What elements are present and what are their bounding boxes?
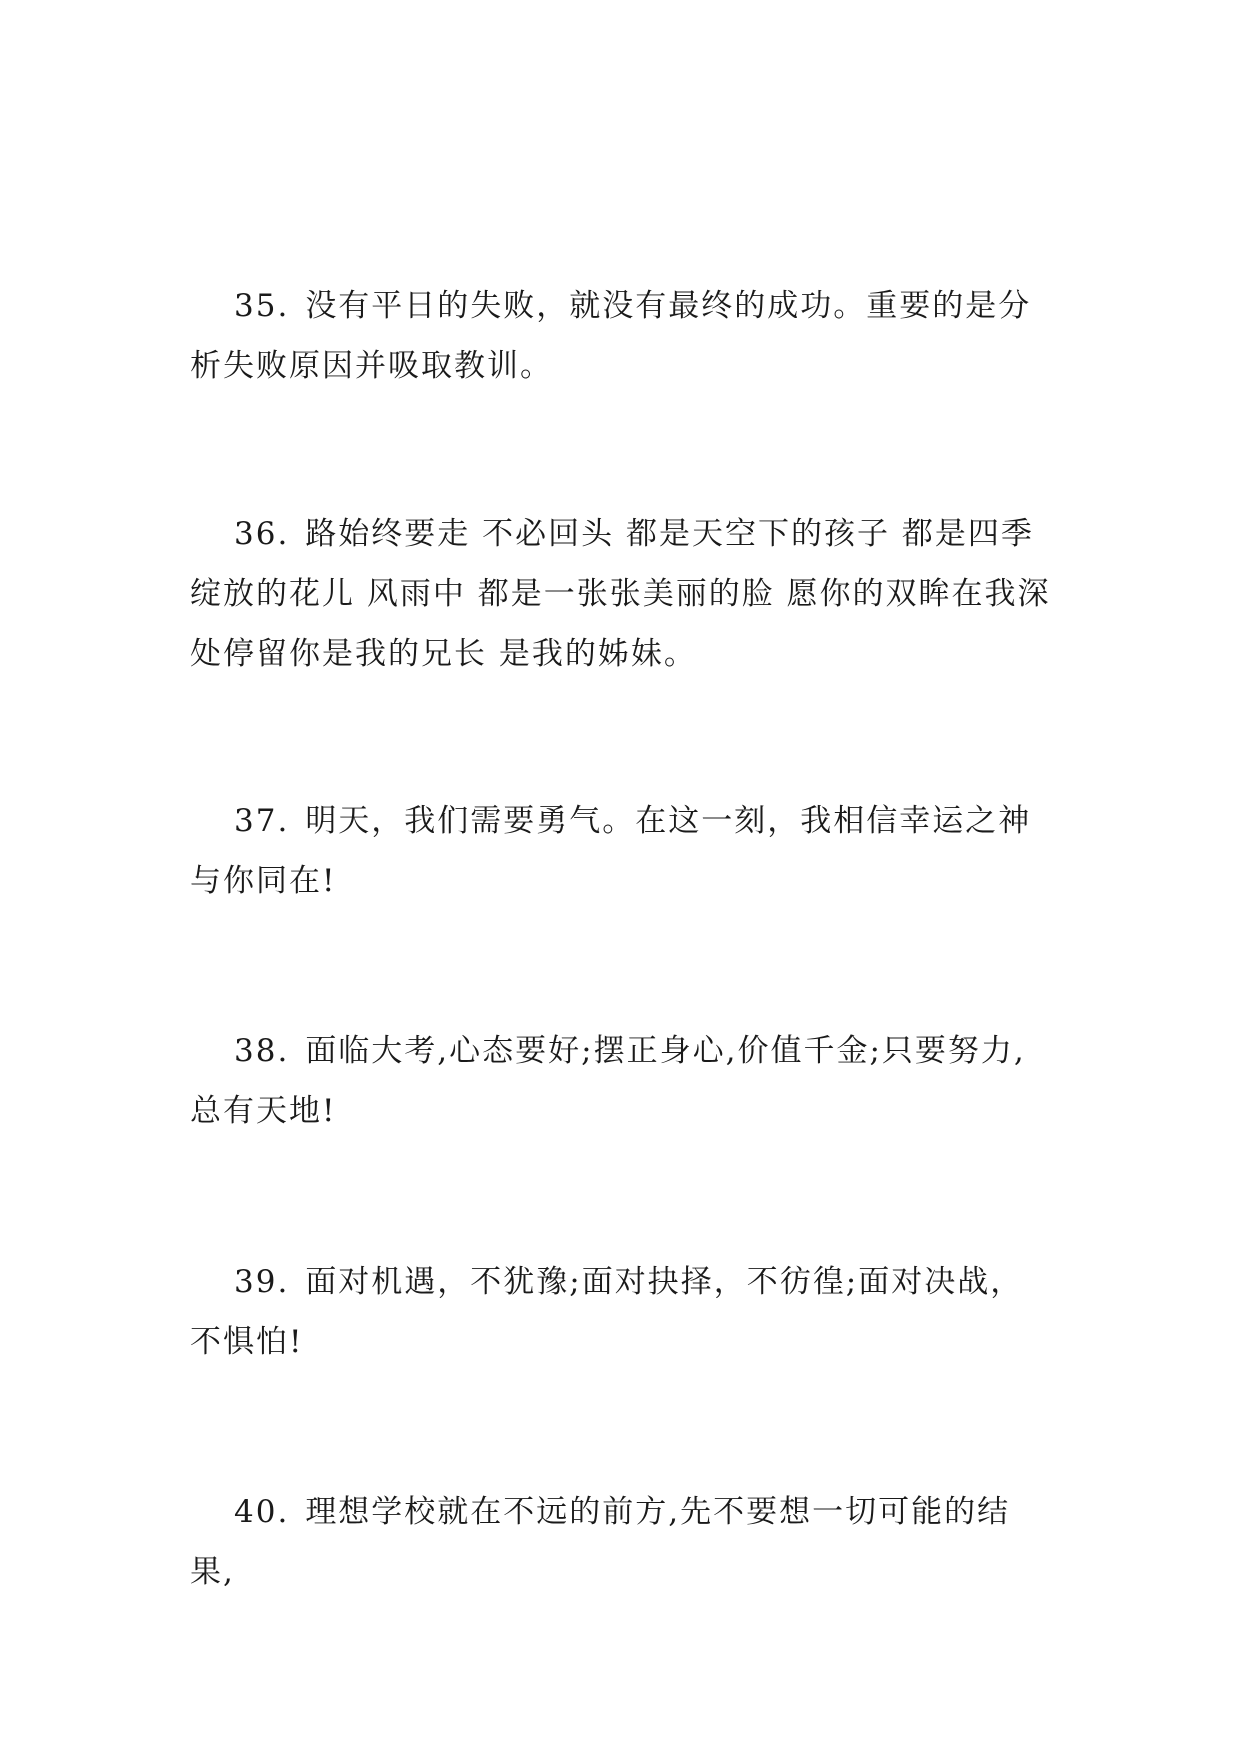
item-number: 38. bbox=[234, 1033, 290, 1069]
paragraph-item-39 bbox=[190, 1252, 1052, 1372]
paragraph-item-38 bbox=[190, 1021, 1052, 1141]
item-text: 明天，我们需要勇气。在这一刻，我相信幸运之神与你同在! bbox=[190, 803, 1032, 899]
item-number: 37. bbox=[234, 803, 290, 839]
item-text: 路始终要走 不必回头 都是天空下的孩子 都是四季绽放的花儿 风雨中 都是一张张美丽的脸 愿你的双眸在我深处停留你是我的兄长 是我的姊妹。 bbox=[190, 516, 1051, 672]
item-number: 35. bbox=[234, 288, 290, 324]
paragraph-item-40 bbox=[190, 1482, 1052, 1602]
item-text: 没有平日的失败，就没有最终的成功。重要的是分析失败原因并吸取教训。 bbox=[190, 288, 1032, 384]
paragraph-item-36 bbox=[190, 504, 1052, 684]
item-number: 40. bbox=[234, 1494, 290, 1530]
item-number: 36. bbox=[234, 516, 290, 552]
item-number: 39. bbox=[234, 1264, 290, 1300]
paragraph-item-35 bbox=[190, 276, 1052, 396]
paragraph-item-37 bbox=[190, 791, 1052, 911]
item-text: 面临大考,心态要好;摆正身心,价值千金;只要努力,总有天地! bbox=[190, 1033, 1026, 1129]
item-text: 理想学校就在不远的前方,先不要想一切可能的结果, bbox=[190, 1494, 1011, 1590]
item-text: 面对机遇，不犹豫;面对抉择，不彷徨;面对决战，不惧怕! bbox=[190, 1264, 1024, 1360]
